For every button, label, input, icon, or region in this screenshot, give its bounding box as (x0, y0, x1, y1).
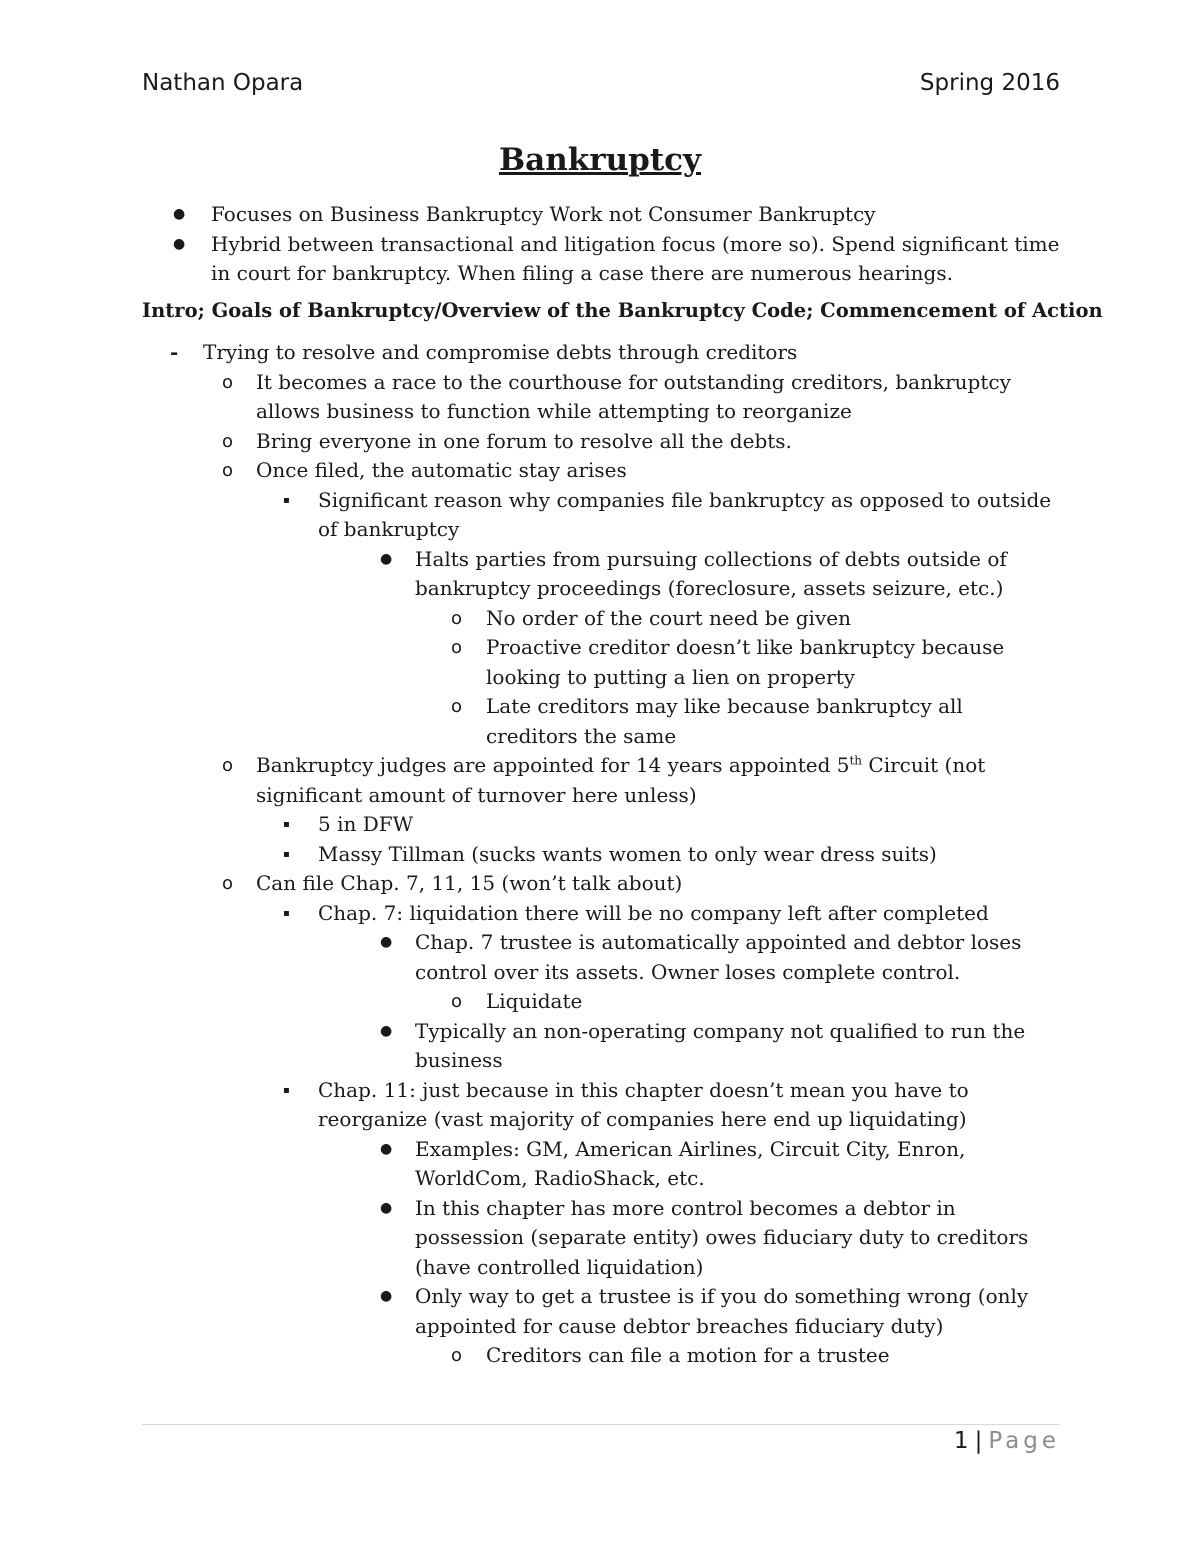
list-item-text: No order of the court need be given (486, 605, 851, 630)
list-item-text: Trying to resolve and compromise debts through creditors (203, 340, 798, 364)
list-item-text: Massy Tillman (sucks wants women to only wear dress suits) (318, 841, 937, 866)
list-item-text: Can file Chap. 7, 11, 15 (won’t talk about) (256, 871, 683, 895)
page-header (142, 70, 1060, 100)
outline-list (142, 338, 1060, 1371)
list-item (142, 200, 1060, 230)
bullet-marker-icon: o (222, 873, 234, 894)
document-body (142, 200, 1103, 1371)
section-heading: Intro; Goals of Bankruptcy/Overview of the Bankruptcy Code; Commencement of Action (142, 298, 1103, 322)
list-item (142, 427, 1060, 457)
intro-bullet-list (142, 200, 1060, 289)
list-item-text: Once filed, the automatic stay arises (256, 458, 627, 482)
list-item-text: Chap. 11: just because in this chapter doesn’t mean you have to reorganize (vast majority of companies here end up liquidating) (318, 1077, 969, 1131)
page-footer (954, 1428, 1060, 1454)
list-item (142, 486, 1060, 545)
list-item (142, 1341, 1060, 1371)
list-item-text: Typically an non-operating company not qualified to run the business (415, 1018, 1026, 1072)
list-item-text: Examples: GM, American Airlines, Circuit City, Enron, WorldCom, RadioShack, etc. (415, 1136, 966, 1190)
list-item-text: Liquidate (486, 989, 583, 1013)
bullet-marker-icon: o (451, 696, 463, 717)
list-item-text: Significant reason why companies file bankruptcy as opposed to outside of bankruptcy (318, 487, 1052, 541)
list-item (142, 338, 1060, 368)
bullet-marker-icon: ● (380, 1199, 393, 1216)
bullet-marker-icon: ▪ (283, 819, 290, 830)
list-item (142, 987, 1060, 1017)
bullet-marker-icon: o (451, 991, 463, 1012)
list-item-text: In this chapter has more control becomes a debtor in possession (separate entity) owes fiduciary duty to creditors (have controlled liquidation) (415, 1195, 1029, 1279)
list-item (142, 1194, 1060, 1283)
list-item-text-part: Circuit (not significant amount of turnover here unless) (256, 753, 986, 807)
bullet-marker-icon: ▪ (283, 848, 290, 860)
page-number: 1 (953, 1428, 969, 1454)
list-item (142, 1282, 1060, 1341)
document-title: Bankruptcy (498, 142, 702, 178)
list-item-text: Proactive creditor doesn’t like bankruptcy because looking to putting a lien on property (486, 635, 1005, 689)
list-item (142, 751, 1060, 810)
bullet-marker-icon: ▪ (283, 1084, 290, 1096)
author-name: Nathan Opara (142, 70, 304, 96)
list-item-text: Only way to get a trustee is if you do something wrong (only appointed for cause debtor breaches fiduciary duty) (415, 1284, 1029, 1338)
list-item (142, 1076, 1060, 1135)
bullet-marker-icon: ● (380, 1288, 393, 1304)
list-item (142, 1017, 1060, 1076)
list-item (142, 230, 1060, 289)
list-item-text: It becomes a race to the courthouse for outstanding creditors, bankruptcy allows business to function while attempting to reorganize (256, 369, 1011, 423)
bullet-marker-icon: ● (380, 1140, 393, 1157)
list-item-text: Chap. 7: liquidation there will be no company left after completed (318, 900, 989, 925)
bullet-marker-icon: o (222, 371, 234, 393)
bullet-marker-icon: o (451, 1345, 463, 1366)
list-item-text: Bring everyone in one forum to resolve all the debts. (256, 428, 792, 453)
list-item-text: Creditors can file a motion for a trustee (486, 1343, 890, 1367)
list-item (142, 545, 1060, 604)
bullet-marker-icon: ● (380, 934, 393, 950)
bullet-marker-icon: ● (380, 550, 393, 567)
bullet-marker-icon: - (170, 340, 179, 364)
bullet-marker-icon: ● (173, 206, 186, 222)
footer-separator: | (974, 1428, 983, 1454)
bullet-marker-icon: ▪ (283, 907, 290, 919)
list-item (142, 456, 1060, 486)
list-item (142, 633, 1060, 692)
list-item (142, 928, 1060, 987)
list-item-text: Late creditors may like because bankruptcy all creditors the same (486, 694, 963, 748)
list-item (142, 1135, 1060, 1194)
list-item-text: Halts parties from pursuing collections of debts outside of bankruptcy proceedings (foreclosure, assets seizure, etc.) (415, 546, 1007, 600)
list-item (142, 368, 1060, 427)
bullet-marker-icon: ● (173, 235, 186, 252)
list-item-text: Focuses on Business Bankruptcy Work not Consumer Bankruptcy (211, 202, 876, 226)
list-item (142, 810, 1060, 840)
bullet-marker-icon: o (222, 755, 234, 776)
bullet-marker-icon: o (222, 460, 234, 481)
list-item (142, 604, 1060, 634)
bullet-marker-icon: ▪ (283, 494, 290, 506)
term-label: Spring 2016 (919, 70, 1060, 96)
list-item-text (256, 753, 985, 807)
bullet-marker-icon: o (451, 607, 463, 629)
list-item (142, 840, 1060, 870)
bullet-marker-icon: ● (380, 1022, 393, 1039)
list-item-text: 5 in DFW (318, 812, 414, 836)
list-item-text-part: Bankruptcy judges are appointed for 14 years appointed 5 (256, 753, 850, 777)
footer-divider (142, 1424, 1060, 1425)
list-item-text: Chap. 7 trustee is automatically appointed and debtor loses control over its assets. Owner loses complete control. (415, 930, 1022, 984)
bullet-marker-icon: o (222, 430, 234, 452)
ordinal-superscript: th (849, 753, 863, 768)
list-item (142, 899, 1060, 929)
list-item (142, 692, 1060, 751)
list-item (142, 869, 1060, 899)
page-label: Page (988, 1428, 1060, 1454)
list-item-text: Hybrid between transactional and litigation focus (more so). Spend significant time in court for bankruptcy. When filing a case there are numerous hearings. (211, 231, 1060, 285)
bullet-marker-icon: o (451, 637, 463, 658)
